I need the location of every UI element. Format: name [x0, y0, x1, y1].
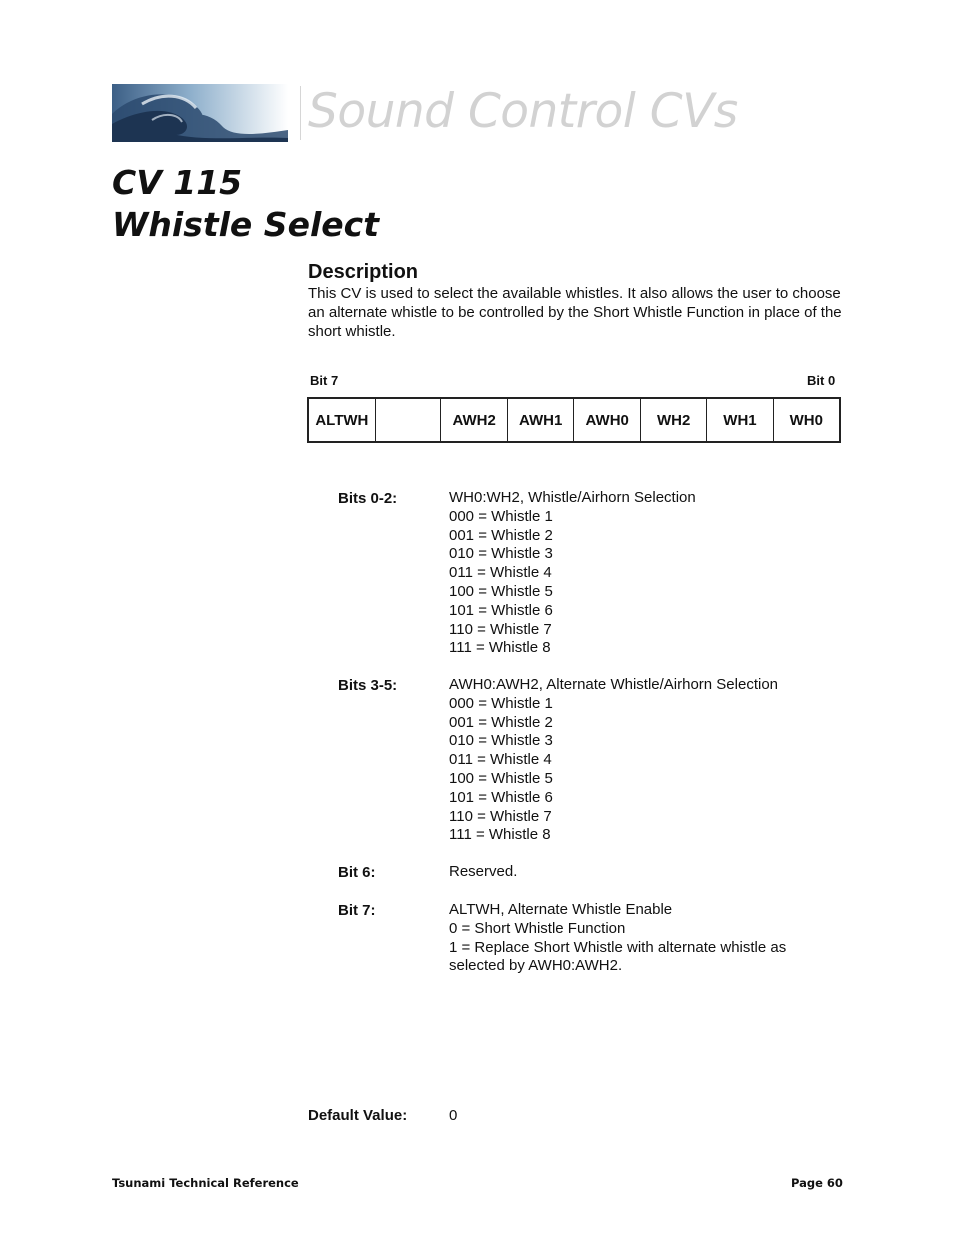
- bit-6-label: Bit 6:: [338, 864, 376, 881]
- bit-7-body: [449, 901, 839, 976]
- bits-0-2-line: 110 = Whistle 7: [449, 620, 552, 638]
- bit-cell-6: [375, 398, 441, 442]
- default-value-label: Default Value:: [308, 1107, 408, 1124]
- bits-0-2-line: 111 = Whistle 8: [449, 639, 551, 657]
- bit0-label: Bit 0: [807, 373, 836, 388]
- bits-3-5-line: 001 = Whistle 2: [449, 713, 553, 731]
- bit-cell-7: ALTWH: [308, 398, 375, 442]
- default-value: 0: [449, 1107, 458, 1124]
- bit-cell-4: AWH1: [507, 398, 574, 442]
- bits-0-2-line: 000 = Whistle 1: [449, 507, 553, 525]
- bits-3-5-label: Bits 3-5:: [338, 677, 398, 694]
- bit-7-line: 0 = Short Whistle Function: [449, 919, 626, 937]
- bits-0-2-label: Bits 0-2:: [338, 490, 398, 507]
- bits-3-5-line: 110 = Whistle 7: [449, 807, 552, 825]
- cv-heading: [112, 162, 379, 246]
- footer-page-number: Page 60: [791, 1176, 843, 1190]
- section-title: Sound Control CVs: [308, 84, 738, 139]
- bit-6-body: [449, 863, 839, 882]
- bit-table: [307, 397, 841, 443]
- bits-0-2-line: 001 = Whistle 2: [449, 526, 553, 544]
- bit-cell-3: AWH0: [574, 398, 641, 442]
- bits-0-2-line: 101 = Whistle 6: [449, 601, 553, 619]
- bits-0-2-line: WH0:WH2, Whistle/Airhorn Selection: [449, 489, 696, 506]
- bits-3-5-body: [449, 676, 839, 845]
- bit-7-line: selected by AWH0:AWH2.: [449, 957, 623, 975]
- bits-0-2-line: 011 = Whistle 4: [449, 564, 552, 582]
- bits-3-5-line: AWH0:AWH2, Alternate Whistle/Airhorn Selection: [449, 676, 779, 693]
- header-divider: [300, 86, 301, 140]
- bits-3-5-line: 100 = Whistle 5: [449, 769, 553, 787]
- bit-7-line: ALTWH, Alternate Whistle Enable: [449, 901, 673, 918]
- bits-3-5-line: 010 = Whistle 3: [449, 732, 553, 750]
- ocean-wave-image: [112, 84, 288, 142]
- bit-cell-0: WH0: [773, 398, 840, 442]
- footer-document-title: Tsunami Technical Reference: [112, 1176, 299, 1190]
- bit-7-line: 1 = Replace Short Whistle with alternate whistle as: [449, 938, 787, 956]
- bit-6-line: Reserved.: [449, 863, 518, 880]
- cv-number: CV 115: [112, 163, 243, 202]
- bits-0-2-line: 010 = Whistle 3: [449, 545, 553, 563]
- bits-3-5-line: 101 = Whistle 6: [449, 788, 553, 806]
- bit-cell-1: WH1: [707, 398, 773, 442]
- bit7-label: Bit 7: [310, 373, 339, 388]
- description-text: This CV is used to select the available whistles. It also allows the user to choose an alternate whistle to be controlled by the Short Whistle Function in place of the short whistle.: [308, 285, 842, 340]
- bit-cell-5: AWH2: [441, 398, 508, 442]
- bits-3-5-line: 011 = Whistle 4: [449, 751, 552, 769]
- bits-3-5-line: 111 = Whistle 8: [449, 826, 551, 844]
- bit-7-label: Bit 7:: [338, 902, 376, 919]
- bits-3-5-line: 000 = Whistle 1: [449, 694, 553, 712]
- description-heading: Description: [308, 261, 419, 283]
- bit-table-row: [308, 398, 840, 442]
- bit-cell-2: WH2: [640, 398, 706, 442]
- cv-name: Whistle Select: [112, 205, 379, 244]
- bits-0-2-body: [449, 489, 839, 658]
- bits-0-2-line: 100 = Whistle 5: [449, 582, 553, 600]
